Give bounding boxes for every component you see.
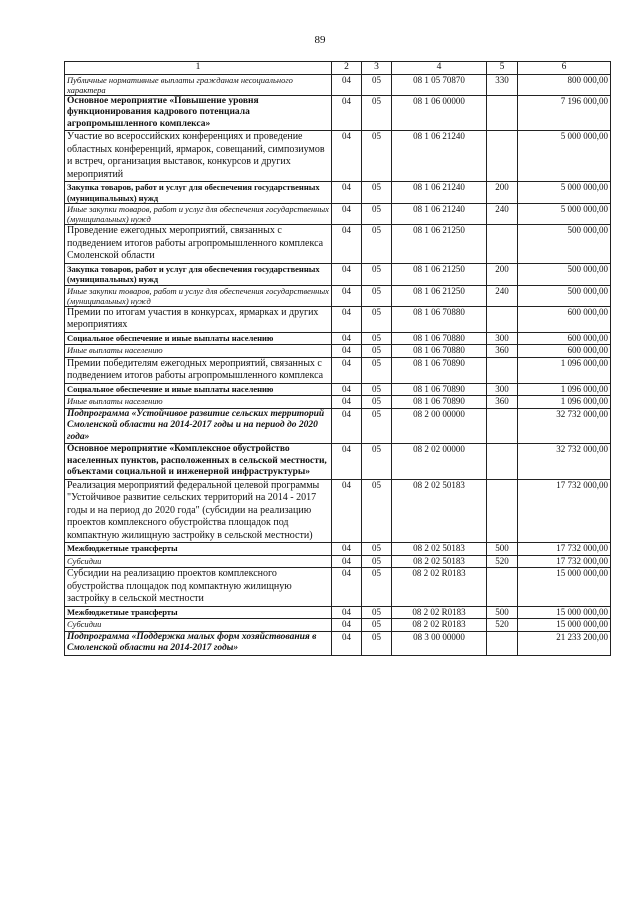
row-name-cell: Премии победителям ежегодных мероприятий, связанных с подведением итогов работы агропромышленного комплекса	[65, 357, 332, 383]
row-name-cell: Участие во всероссийских конференциях и проведение областных конференций, ярмарок, совещаний, симпозиумов и встреч, организация выставок, конкурсов и других мероприятий	[65, 131, 332, 182]
row-amount-cell: 17 732 000,00	[518, 479, 611, 543]
table-row	[65, 204, 611, 225]
row-name-cell: Субсидии на реализацию проектов комплексного обустройства площадок под компактную жилищную застройку в сельской местности	[65, 568, 332, 607]
row-amount-cell: 500 000,00	[518, 263, 611, 285]
row-name-cell: Основное мероприятие «Комплексное обустройство населенных пунктов, расположенных в сельской местности, объектами социальной и инженерной инфраструктуры»	[65, 444, 332, 480]
row-target-code-cell: 08 2 02 R0183	[392, 606, 487, 619]
table-row	[65, 225, 611, 264]
row-expense-type-cell: 360	[487, 345, 518, 358]
row-name-cell: Иные закупки товаров, работ и услуг для обеспечения государственных (муниципальных) нужд	[65, 285, 332, 306]
row-target-code-cell: 08 1 06 21250	[392, 263, 487, 285]
table-row	[65, 74, 611, 95]
row-target-code-cell: 08 2 02 50183	[392, 555, 487, 568]
row-name-cell: Иные закупки товаров, работ и услуг для обеспечения государственных (муниципальных) нужд	[65, 204, 332, 225]
row-subsection-cell: 05	[362, 606, 392, 619]
header-col-3: 3	[362, 62, 392, 75]
row-expense-type-cell	[487, 131, 518, 182]
row-subsection-cell: 05	[362, 182, 392, 204]
row-subsection-cell: 05	[362, 285, 392, 306]
table-row	[65, 263, 611, 285]
row-target-code-cell: 08 1 06 21240	[392, 182, 487, 204]
row-target-code-cell: 08 2 00 00000	[392, 408, 487, 444]
row-target-code-cell: 08 2 02 50183	[392, 479, 487, 543]
row-amount-cell: 15 000 000,00	[518, 568, 611, 607]
row-amount-cell: 7 196 000,00	[518, 95, 611, 131]
row-section-cell: 04	[332, 345, 362, 358]
row-section-cell: 04	[332, 396, 362, 409]
row-expense-type-cell: 520	[487, 619, 518, 632]
row-name-cell: Социальное обеспечение и иные выплаты населению	[65, 383, 332, 396]
row-amount-cell: 600 000,00	[518, 306, 611, 332]
row-subsection-cell: 05	[362, 444, 392, 480]
row-expense-type-cell: 240	[487, 285, 518, 306]
row-section-cell: 04	[332, 444, 362, 480]
row-expense-type-cell: 330	[487, 74, 518, 95]
table-row	[65, 345, 611, 358]
row-amount-cell: 1 096 000,00	[518, 383, 611, 396]
row-expense-type-cell	[487, 225, 518, 264]
row-expense-type-cell: 300	[487, 332, 518, 345]
row-target-code-cell: 08 1 06 00000	[392, 95, 487, 131]
row-expense-type-cell: 500	[487, 543, 518, 556]
row-amount-cell: 800 000,00	[518, 74, 611, 95]
row-section-cell: 04	[332, 543, 362, 556]
header-col-2: 2	[332, 62, 362, 75]
row-amount-cell: 17 732 000,00	[518, 555, 611, 568]
row-section-cell: 04	[332, 285, 362, 306]
row-subsection-cell: 05	[362, 479, 392, 543]
row-subsection-cell: 05	[362, 263, 392, 285]
table-row	[65, 408, 611, 444]
row-amount-cell: 600 000,00	[518, 332, 611, 345]
row-target-code-cell: 08 1 06 21240	[392, 131, 487, 182]
row-subsection-cell: 05	[362, 555, 392, 568]
row-section-cell: 04	[332, 204, 362, 225]
row-expense-type-cell: 240	[487, 204, 518, 225]
table-row	[65, 543, 611, 556]
row-name-cell: Социальное обеспечение и иные выплаты населению	[65, 332, 332, 345]
row-name-cell: Подпрограмма «Поддержка малых форм хозяйствования в Смоленской области на 2014-2017 годы»	[65, 631, 332, 655]
row-subsection-cell: 05	[362, 204, 392, 225]
row-name-cell: Проведение ежегодных мероприятий, связанных с подведением итогов работы агропромышленного комплекса Смоленской области	[65, 225, 332, 264]
table-row	[65, 479, 611, 543]
row-amount-cell: 21 233 200,00	[518, 631, 611, 655]
row-target-code-cell: 08 1 06 70880	[392, 306, 487, 332]
table-row	[65, 555, 611, 568]
row-section-cell: 04	[332, 568, 362, 607]
row-name-cell: Субсидии	[65, 619, 332, 632]
row-amount-cell: 32 732 000,00	[518, 444, 611, 480]
row-target-code-cell: 08 2 02 00000	[392, 444, 487, 480]
row-subsection-cell: 05	[362, 306, 392, 332]
row-target-code-cell: 08 1 06 70890	[392, 357, 487, 383]
table-row	[65, 182, 611, 204]
table-row	[65, 619, 611, 632]
row-name-cell: Публичные нормативные выплаты гражданам несоциального характера	[65, 74, 332, 95]
table-row	[65, 396, 611, 409]
row-subsection-cell: 05	[362, 95, 392, 131]
header-col-1: 1	[65, 62, 332, 75]
table-row	[65, 357, 611, 383]
table-row	[65, 631, 611, 655]
header-col-4: 4	[392, 62, 487, 75]
row-subsection-cell: 05	[362, 383, 392, 396]
row-target-code-cell: 08 1 06 21250	[392, 285, 487, 306]
row-amount-cell: 15 000 000,00	[518, 606, 611, 619]
table-row	[65, 606, 611, 619]
row-expense-type-cell	[487, 408, 518, 444]
row-amount-cell: 1 096 000,00	[518, 357, 611, 383]
table-row	[65, 332, 611, 345]
row-name-cell: Иные выплаты населению	[65, 396, 332, 409]
row-subsection-cell: 05	[362, 619, 392, 632]
row-section-cell: 04	[332, 357, 362, 383]
row-section-cell: 04	[332, 306, 362, 332]
row-subsection-cell: 05	[362, 396, 392, 409]
row-amount-cell: 500 000,00	[518, 285, 611, 306]
table-header-row	[65, 62, 611, 75]
row-expense-type-cell	[487, 479, 518, 543]
row-target-code-cell: 08 1 06 21240	[392, 204, 487, 225]
row-expense-type-cell: 360	[487, 396, 518, 409]
row-name-cell: Подпрограмма «Устойчивое развитие сельских территорий Смоленской области на 2014-2017 годы и на период до 2020 года»	[65, 408, 332, 444]
table-row	[65, 383, 611, 396]
row-name-cell: Субсидии	[65, 555, 332, 568]
row-amount-cell: 600 000,00	[518, 345, 611, 358]
row-target-code-cell: 08 3 00 00000	[392, 631, 487, 655]
row-section-cell: 04	[332, 631, 362, 655]
row-subsection-cell: 05	[362, 74, 392, 95]
row-name-cell: Реализация мероприятий федеральной целевой программы "Устойчивое развитие сельских территорий на 2014 - 2017 годы и на период до 2020 года" (субсидии на реализацию проектов комплексного обустройства площадок под компактную жилищную застройку в сельской местности)	[65, 479, 332, 543]
row-target-code-cell: 08 1 06 70880	[392, 332, 487, 345]
row-subsection-cell: 05	[362, 543, 392, 556]
row-expense-type-cell: 500	[487, 606, 518, 619]
budget-table	[64, 61, 611, 656]
row-section-cell: 04	[332, 408, 362, 444]
row-amount-cell: 32 732 000,00	[518, 408, 611, 444]
table-row	[65, 306, 611, 332]
row-target-code-cell: 08 1 06 70880	[392, 345, 487, 358]
row-name-cell: Межбюджетные трансферты	[65, 543, 332, 556]
row-name-cell: Иные выплаты населению	[65, 345, 332, 358]
row-amount-cell: 15 000 000,00	[518, 619, 611, 632]
row-subsection-cell: 05	[362, 631, 392, 655]
row-section-cell: 04	[332, 479, 362, 543]
row-section-cell: 04	[332, 131, 362, 182]
row-expense-type-cell: 300	[487, 383, 518, 396]
row-name-cell: Основное мероприятие «Повышение уровня функционирования кадрового потенциала агропромышленного комплекса»	[65, 95, 332, 131]
row-target-code-cell: 08 1 06 21250	[392, 225, 487, 264]
row-expense-type-cell	[487, 568, 518, 607]
row-expense-type-cell	[487, 357, 518, 383]
row-target-code-cell: 08 1 06 70890	[392, 396, 487, 409]
row-amount-cell: 5 000 000,00	[518, 204, 611, 225]
row-expense-type-cell: 200	[487, 263, 518, 285]
row-section-cell: 04	[332, 555, 362, 568]
row-target-code-cell: 08 2 02 50183	[392, 543, 487, 556]
row-section-cell: 04	[332, 182, 362, 204]
row-subsection-cell: 05	[362, 332, 392, 345]
row-subsection-cell: 05	[362, 225, 392, 264]
row-section-cell: 04	[332, 383, 362, 396]
row-expense-type-cell	[487, 444, 518, 480]
row-amount-cell: 5 000 000,00	[518, 182, 611, 204]
row-name-cell: Премии по итогам участия в конкурсах, ярмарках и других мероприятиях	[65, 306, 332, 332]
row-subsection-cell: 05	[362, 357, 392, 383]
row-section-cell: 04	[332, 619, 362, 632]
row-subsection-cell: 05	[362, 345, 392, 358]
row-section-cell: 04	[332, 225, 362, 264]
row-expense-type-cell: 200	[487, 182, 518, 204]
row-subsection-cell: 05	[362, 408, 392, 444]
table-row	[65, 444, 611, 480]
table-row	[65, 285, 611, 306]
row-expense-type-cell	[487, 306, 518, 332]
row-amount-cell: 1 096 000,00	[518, 396, 611, 409]
row-name-cell: Закупка товаров, работ и услуг для обеспечения государственных (муниципальных) нужд	[65, 182, 332, 204]
row-target-code-cell: 08 1 05 70870	[392, 74, 487, 95]
table-row	[65, 95, 611, 131]
row-section-cell: 04	[332, 74, 362, 95]
row-target-code-cell: 08 2 02 R0183	[392, 619, 487, 632]
row-amount-cell: 5 000 000,00	[518, 131, 611, 182]
row-subsection-cell: 05	[362, 568, 392, 607]
page-number: 89	[314, 34, 326, 46]
header-col-6: 6	[518, 62, 611, 75]
row-amount-cell: 17 732 000,00	[518, 543, 611, 556]
row-subsection-cell: 05	[362, 131, 392, 182]
row-name-cell: Межбюджетные трансферты	[65, 606, 332, 619]
row-section-cell: 04	[332, 606, 362, 619]
row-section-cell: 04	[332, 263, 362, 285]
header-col-5: 5	[487, 62, 518, 75]
row-expense-type-cell: 520	[487, 555, 518, 568]
table-row	[65, 131, 611, 182]
row-target-code-cell: 08 2 02 R0183	[392, 568, 487, 607]
row-section-cell: 04	[332, 95, 362, 131]
row-target-code-cell: 08 1 06 70890	[392, 383, 487, 396]
row-amount-cell: 500 000,00	[518, 225, 611, 264]
row-name-cell: Закупка товаров, работ и услуг для обеспечения государственных (муниципальных) нужд	[65, 263, 332, 285]
row-expense-type-cell	[487, 631, 518, 655]
row-expense-type-cell	[487, 95, 518, 131]
table-row	[65, 568, 611, 607]
row-section-cell: 04	[332, 332, 362, 345]
